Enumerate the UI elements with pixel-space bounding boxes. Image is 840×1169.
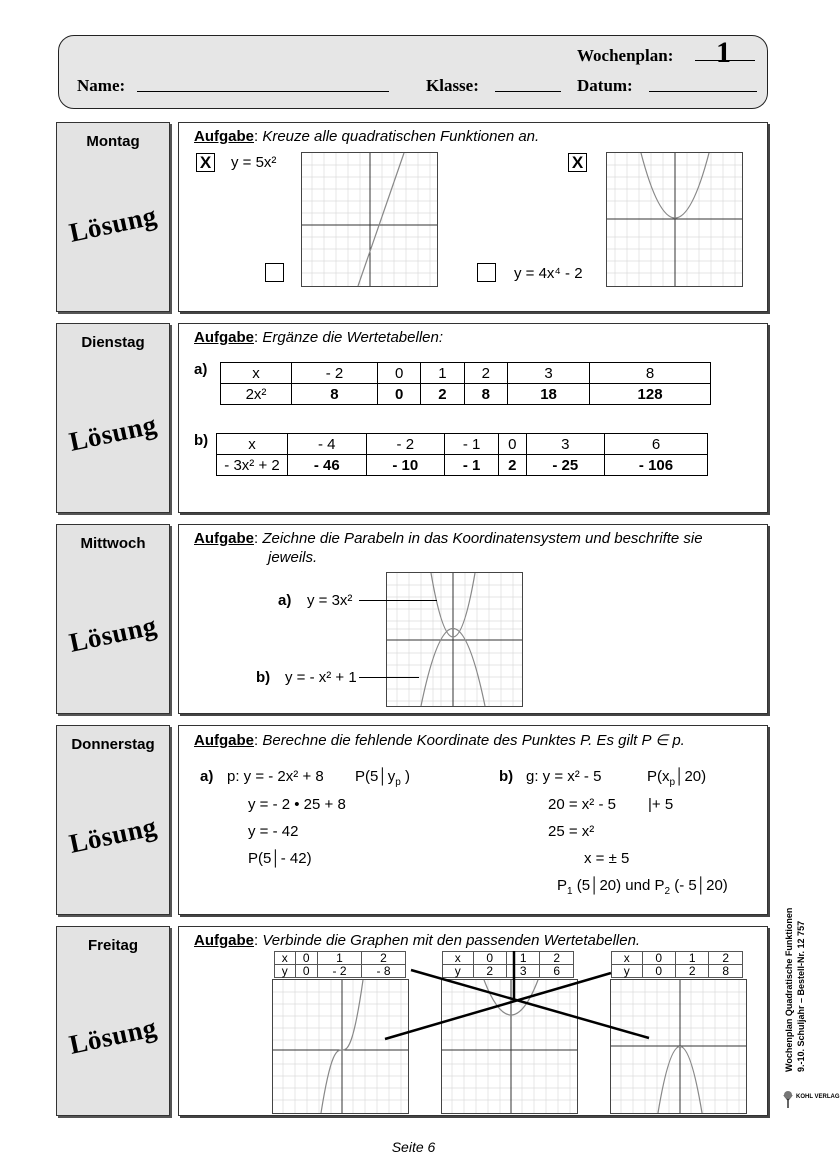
table-cell: 0 [499, 434, 526, 455]
table-cell: y [275, 965, 296, 978]
day-name: Dienstag [81, 334, 145, 351]
task-label: Aufgabe [194, 732, 254, 749]
table-cell: - 46 [288, 455, 367, 476]
table-cell: y [612, 965, 643, 978]
task-line: Aufgabe: Berechne die fehlende Koordinate des Punktes P. Es gilt P ∈ p. [194, 732, 685, 749]
table-cell: - 10 [366, 455, 445, 476]
equation-a-func: p: y = - 2x² + 8 [227, 768, 324, 785]
table-cell: 2 [421, 384, 464, 405]
equation-b-4: x = ± 5 [584, 850, 630, 867]
name-label: Name: [77, 76, 126, 95]
table-cell: - 2 [318, 965, 362, 978]
day-name: Montag [86, 133, 140, 150]
day-box-montag [56, 122, 170, 312]
solution-stamp: Lösung [66, 811, 160, 859]
table-cell: 1 [675, 952, 708, 965]
table-cell: 0 [473, 952, 506, 965]
day-box-donnerstag [56, 725, 170, 915]
equation-b-5 [557, 877, 728, 897]
graph-parabola [606, 152, 743, 287]
panel-donnerstag [178, 725, 768, 915]
table-cell: 3 [506, 965, 539, 978]
checkbox-1[interactable]: X [196, 153, 215, 172]
table-cell: 2 [362, 952, 406, 965]
formula-1: y = 5x² [231, 154, 277, 171]
solution-stamp: Lösung [66, 610, 160, 658]
klasse-label: Klasse: [426, 76, 479, 95]
task-text: Zeichne die Parabeln in das Koordinatensystem und beschrifte sie [262, 530, 703, 547]
side-text-1: Wochenplan Quadratische Funktionen [784, 907, 794, 1072]
table-cell: 3 [508, 363, 590, 384]
day-box-mittwoch [56, 524, 170, 714]
point-end: │20) [675, 768, 707, 785]
table-cell: 0 [642, 965, 675, 978]
side-publisher-info [782, 862, 840, 1112]
table-cell: 6 [540, 965, 574, 978]
day-name: Freitag [87, 937, 138, 954]
day-box-dienstag [56, 323, 170, 513]
table-cell: x [221, 363, 292, 384]
table-cell: 1 [506, 952, 539, 965]
side-text-2: 9.-10. Schuljahr – Bestell-Nr. 12 757 [796, 920, 806, 1072]
equation-b-3: 25 = x² [548, 823, 595, 840]
connection-lines [179, 927, 767, 1115]
datum-label: Datum: [577, 76, 633, 95]
label-a: a) [200, 768, 214, 785]
equation-b-2: 20 = x² - 5 [548, 796, 616, 813]
day-box-freitag [56, 926, 170, 1116]
graph-linear [301, 152, 438, 287]
panel-mittwoch [178, 524, 768, 714]
formula-4: y = 4x⁴ - 2 [514, 265, 583, 282]
table-cell: x [217, 434, 288, 455]
panel-freitag [178, 926, 768, 1116]
table-cell: x [443, 952, 474, 965]
table-cell: 1 [318, 952, 362, 965]
equation-b-func: g: y = x² - 5 [526, 768, 602, 785]
task-line: Aufgabe: Zeichne die Parabeln in das Koordinatensystem und beschrifte sie [194, 530, 703, 547]
label-line-a [359, 600, 437, 601]
table-cell: 2 [540, 952, 574, 965]
table-cell: 2 [675, 965, 708, 978]
point-text: P [557, 877, 568, 894]
label-a: a) [278, 592, 292, 609]
point-text: P(x [647, 768, 670, 785]
table-cell: y [443, 965, 474, 978]
table-cell: x [612, 952, 643, 965]
table-cell: 18 [508, 384, 590, 405]
table-cell: 2 [499, 455, 526, 476]
point-b [647, 768, 706, 788]
label-b: b) [194, 432, 209, 449]
equation-a-2: y = - 2 • 25 + 8 [248, 796, 346, 813]
table-cell: 8 [709, 965, 743, 978]
table-cell: 8 [292, 384, 378, 405]
table-cell: - 1 [445, 434, 499, 455]
task-text: Ergänze die Wertetabellen: [262, 329, 444, 346]
table-cell: - 3x² + 2 [217, 455, 288, 476]
task-text-cont: jeweils. [268, 549, 318, 566]
formula-a: y = 3x² [307, 592, 353, 609]
task-label: Aufgabe [194, 329, 254, 346]
table-cell: - 25 [526, 455, 605, 476]
panel-montag [178, 122, 768, 312]
table-cell: 2 [464, 363, 507, 384]
table-cell: - 1 [445, 455, 499, 476]
task-line: Aufgabe: Kreuze alle quadratischen Funktionen an. [194, 128, 540, 145]
label-b: b) [256, 669, 271, 686]
table-cell: 0 [295, 952, 318, 965]
publisher-logo [782, 1088, 840, 1110]
task-label: Aufgabe [194, 530, 254, 547]
subscript: p [395, 777, 401, 788]
connect-line-1 [411, 970, 649, 1038]
page-number: Seite 6 [391, 1139, 436, 1155]
formula-b: y = - x² + 1 [285, 669, 357, 686]
header-box [58, 35, 768, 109]
point-text: P(5│y [355, 768, 396, 785]
table-cell: 128 [590, 384, 711, 405]
name-field[interactable] [137, 91, 389, 92]
point-text: (- 5│20) [670, 877, 728, 894]
datum-field[interactable] [649, 91, 757, 92]
task-line: Aufgabe: Ergänze die Wertetabellen: [194, 329, 444, 346]
logo-text: KOHL VERLAG [796, 1094, 840, 1100]
task-text: Verbinde die Graphen mit den passenden Wertetabellen. [262, 932, 641, 949]
point-end: ) [400, 768, 410, 785]
point-a [355, 768, 410, 788]
label-line-b [359, 677, 419, 678]
checkbox-2[interactable]: X [568, 153, 587, 172]
equation-b-op: |+ 5 [648, 796, 674, 813]
value-table-a [220, 362, 711, 405]
subscript: 1 [567, 886, 573, 897]
table-cell: 8 [464, 384, 507, 405]
axes [302, 153, 437, 286]
table-cell: 6 [605, 434, 708, 455]
table-cell: 0 [377, 384, 420, 405]
table-cell: 2 [709, 952, 743, 965]
linear-curve [358, 153, 404, 286]
wochenplan-number: 1 [716, 36, 731, 69]
solution-stamp: Lösung [66, 1012, 160, 1060]
task-label: Aufgabe [194, 932, 254, 949]
table-cell: - 106 [605, 455, 708, 476]
equation-a-3: y = - 42 [248, 823, 299, 840]
value-table-b [216, 433, 708, 476]
solution-stamp: Lösung [66, 200, 160, 248]
klasse-field[interactable] [495, 91, 561, 92]
task-text: Berechne die fehlende Koordinate des Punktes P. Es gilt P ∈ p. [262, 732, 685, 749]
table-cell: - 2 [366, 434, 445, 455]
table-cell: 0 [377, 363, 420, 384]
graph-two-parabolas [386, 572, 523, 707]
day-name: Mittwoch [80, 535, 146, 552]
table-cell: 0 [642, 952, 675, 965]
table-cell: x [275, 952, 296, 965]
checkbox-3[interactable] [265, 263, 284, 282]
checkbox-4[interactable] [477, 263, 496, 282]
solution-stamp: Lösung [66, 409, 160, 457]
table-cell: 0 [295, 965, 318, 978]
subscript: 2 [664, 886, 671, 897]
label-a: a) [194, 361, 208, 378]
panel-dienstag [178, 323, 768, 513]
task-text: Kreuze alle quadratischen Funktionen an. [262, 128, 540, 145]
axes [387, 573, 522, 706]
wochenplan-label: Wochenplan: [577, 46, 674, 65]
table-cell: 1 [421, 363, 464, 384]
subscript: p [669, 777, 676, 788]
task-line: Aufgabe: Verbinde die Graphen mit den passenden Wertetabellen. [194, 932, 641, 949]
table-cell: 3 [526, 434, 605, 455]
connect-line-2 [385, 973, 611, 1039]
day-name: Donnerstag [71, 736, 155, 753]
point-text: (5│20) und P [572, 877, 665, 894]
table-cell: 2 [473, 965, 506, 978]
label-b: b) [499, 768, 514, 785]
table-cell: 8 [590, 363, 711, 384]
task-label: Aufgabe [194, 128, 254, 145]
table-cell: - 4 [288, 434, 367, 455]
table-cell: 2x² [221, 384, 292, 405]
equation-a-4: P(5│- 42) [248, 850, 312, 867]
table-cell: - 8 [362, 965, 406, 978]
table-cell: - 2 [292, 363, 378, 384]
